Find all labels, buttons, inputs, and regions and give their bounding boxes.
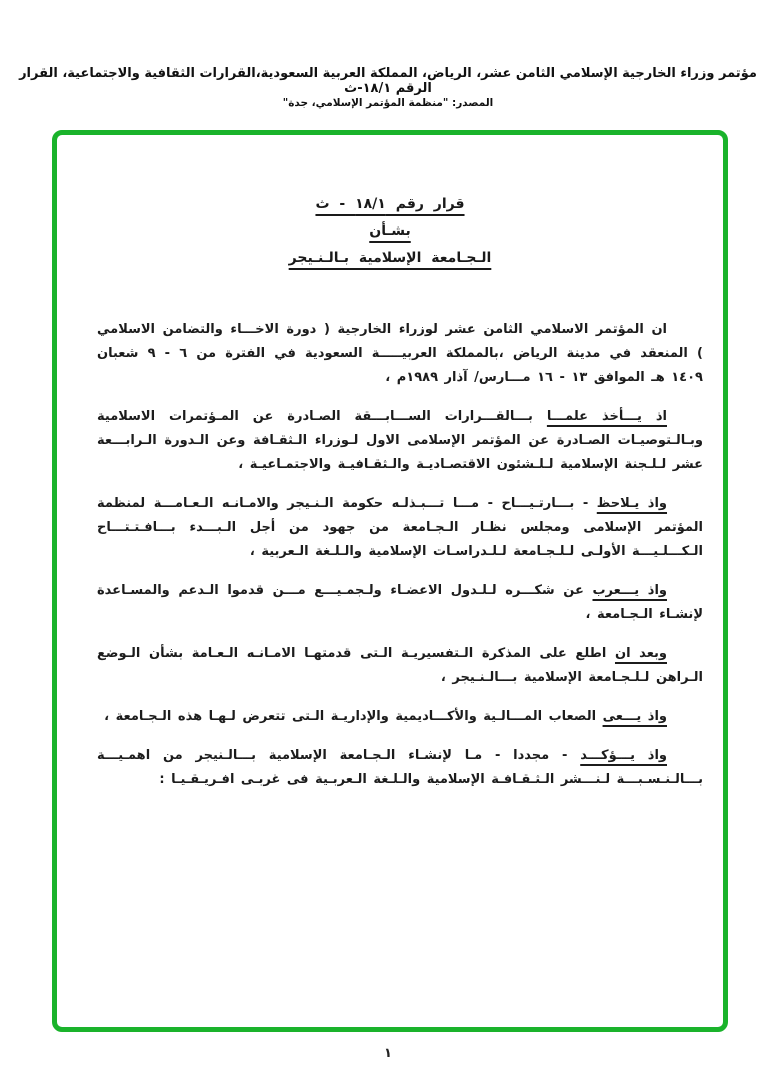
paragraph-text: اطلع على المذكرة الـتفسيريـة الـتى قدمتهـا الامـانـه الـعـامة بشأن الـوضع الـراهن لـلـجـامعة الإسلامية بـــالـنـيجر ، <box>97 646 703 685</box>
paragraph-text: ان المؤتمر الاسلامي الثامن عشر لوزراء الخارجية ( دورة الاخـــاء والتضامن الاسلامي ) المنعقد في مدينة الرياض ،بالمملكة العربيـــــة السعودية في الفترة من ٦ - ٩ شعبان ١٤٠٩ هـ الموافق ١٣ - ١٦ مـــارس/ آذار ١٩٨٩م ، <box>97 322 703 385</box>
paragraph-lead-phrase: وبعد ان <box>614 646 667 661</box>
paragraph-text: الصعاب المـــالـية والأكـــاديمية والإداريـة الـتى تتعرض لـهـا هذه الـجـامعة ، <box>104 709 603 724</box>
resolution-body <box>97 318 703 792</box>
paragraph-lead-phrase: واذ يـــعرب <box>592 583 667 598</box>
resolution-paragraph <box>97 318 703 390</box>
paragraph-text: بـــالقـــرارات الســـابـــقة الصـادرة عن المـؤتمرات الاسلامية وبـالـتوصيـات الصـادرة عن المؤتمر الإسلامى الاول لـوزراء الـثقـافة وعن الـدورة الـرابـــعة عشر لـلـجنة الإسلامية لـلـشئون الاقتصـاديـة والـثقـافيـة والاجتمـاعيـة ، <box>97 409 703 472</box>
resolution-paragraph <box>97 705 703 729</box>
paragraph-lead-phrase: واذ يـــعى <box>602 709 667 724</box>
resolution-number-title: قرار رقم ١٨/١ - ث <box>315 196 465 212</box>
resolution-subject-title: الـجـامعة الإسلامية بـالـنـيجر <box>288 250 492 266</box>
green-document-frame <box>52 130 728 1032</box>
resolution-regarding-title: بشـأن <box>369 223 411 239</box>
paragraph-lead-phrase: واذ يـــؤكـــد <box>580 748 667 763</box>
document-source-subheader: المصدر: "منظمة المؤتمر الإسلامي، جدة" <box>282 97 494 109</box>
resolution-paragraph <box>97 744 703 792</box>
resolution-paragraph <box>97 492 703 564</box>
resolution-paragraph <box>97 405 703 477</box>
document-source-header: مؤتمر وزراء الخارجية الإسلامي الثامن عشر، الرياض، المملكة العربية السعودية،القرارات الثقافية والاجتماعية، القرار الرقم ١٨/١-ث <box>19 66 757 96</box>
paragraph-text: عن شكـــره لـلـدول الاعضـاء ولـجمـيـــع مـــن قدموا الـدعم والمسـاعدة لإنشـاء الـجـامعة ، <box>97 583 703 622</box>
resolution-paragraph <box>97 642 703 690</box>
paragraph-lead-phrase: اذ يـــأخذ علمـــا <box>546 409 667 424</box>
paragraph-text: - مجددا - مـا لإنشـاء الـجـامعة الإسلامية بـــالـنيجر من اهمـيـــة بـــالـنـسـبـــة لـنـــشر الـثـقـافـة الإسلامية والـلـغة الـعربـية فى غربـى افـريـقـيـا : <box>97 748 703 787</box>
paragraph-lead-phrase: واذ يـلاحظ <box>596 496 668 511</box>
resolution-paragraph <box>97 579 703 627</box>
paragraph-text: - بـــارتـيـــاح - مـــا تـــبـذلـه حكومة الـنـيجر والامـانـه الـعـامـــة لمنظمة المؤتمر الإسلامى ومجلس نظـار الـجـامعة من جهود من أجل الـبـــدء بـــافـتـتـــاح الـكـــلـيـــة الأولـى لـلـجـامعة لـلـدراسـات الإسلامية والـلـغة الـعربية ، <box>97 496 703 559</box>
page-number: ١ <box>384 1046 392 1061</box>
resolution-title-block <box>57 191 723 272</box>
